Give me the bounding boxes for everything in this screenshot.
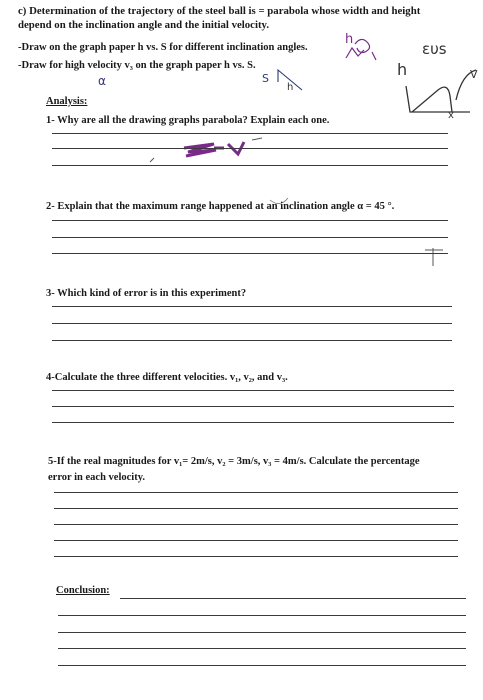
answer-line <box>54 540 458 541</box>
answer-line <box>54 508 458 509</box>
answer-line <box>54 556 458 557</box>
purple-scribble <box>184 142 244 156</box>
answer-line <box>52 220 448 221</box>
pen-mark <box>425 248 443 266</box>
answer-line <box>58 648 466 649</box>
question-4: 4-Calculate the three different velocities. v₁, v₂, and v₃. <box>46 372 288 383</box>
parabola-sketch <box>406 70 476 112</box>
answer-line <box>54 492 458 493</box>
conclusion-heading: Conclusion: <box>56 585 110 596</box>
instruction-draw-high-velocity: -Draw for high velocity v₃ on the graph paper h vs. S. <box>18 60 256 71</box>
answer-line <box>120 598 466 599</box>
handwritten-h-left: h <box>345 32 354 47</box>
handwritten-s: S <box>262 72 269 85</box>
intro-line-2: depend on the inclination angle and the initial velocity. <box>18 19 270 31</box>
handwritten-x: x <box>448 110 454 121</box>
answer-line <box>52 148 448 149</box>
angle-sketch-icon <box>346 39 376 60</box>
answer-line <box>52 422 454 423</box>
answer-line <box>52 323 452 324</box>
answer-line <box>58 632 466 633</box>
answer-line <box>52 306 452 307</box>
question-5-line-2: error in each velocity. <box>48 472 146 483</box>
answer-line <box>52 133 448 134</box>
question-1: 1- Why are all the drawing graphs parabola? Explain each one. <box>46 115 330 126</box>
answer-line <box>54 524 458 525</box>
pen-mark <box>150 158 154 162</box>
answer-line <box>52 237 448 238</box>
answer-line <box>52 253 448 254</box>
hs-axis-sketch <box>278 70 302 90</box>
instruction-draw-angles: -Draw on the graph paper h vs. S for different inclination angles. <box>18 42 308 53</box>
question-2: 2- Explain that the maximum range happened at an inclination angle α = 45 °. <box>46 201 395 212</box>
answer-line <box>58 665 466 666</box>
answer-line <box>52 390 454 391</box>
answer-line <box>52 340 452 341</box>
analysis-heading: Analysis: <box>46 96 88 107</box>
answer-line <box>58 615 466 616</box>
intro-line-1: c) Determination of the trajectory of the steel ball is = parabola whose width and height <box>18 5 421 17</box>
pen-mark <box>252 138 262 140</box>
answer-line <box>52 406 454 407</box>
handwritten-v: V <box>470 68 478 81</box>
handwritten-alpha: α <box>98 74 106 88</box>
handwritten-eus: ευs <box>422 40 447 58</box>
answer-line <box>52 165 448 166</box>
handwritten-h-small: h <box>287 82 294 93</box>
handwritten-h-right: h <box>397 60 408 79</box>
question-5-line-1: 5-If the real magnitudes for v₁= 2m/s, v₂ = 3m/s, v₃ = 4m/s. Calculate the percentage <box>48 456 420 467</box>
question-3: 3- Which kind of error is in this experiment? <box>46 288 247 299</box>
